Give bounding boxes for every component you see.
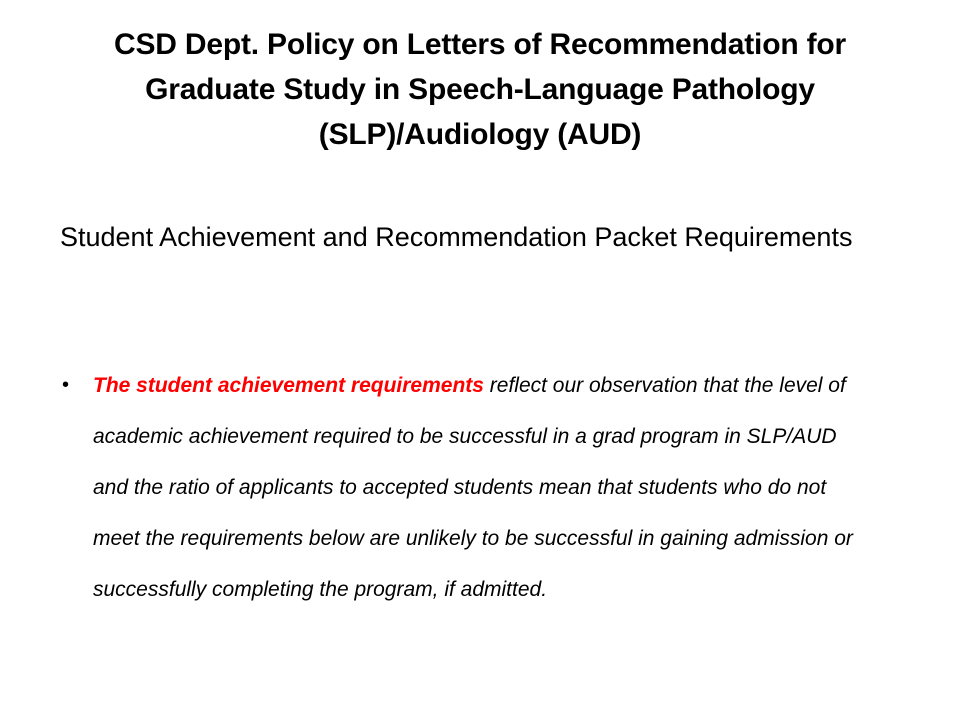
bullet-item (62, 360, 862, 615)
bullet-dot-icon: • (62, 374, 70, 396)
bullet-text (93, 360, 868, 615)
bullet-body-text: reflect our observation that the level of academic achievement required to be successful in a grad program in SLP/AUD and the ratio of applicants to accepted students mean that students who do not meet the requirements below are unlikely to be successful in gaining admission or successfully completing the program, if admitted. (93, 374, 853, 601)
slide-subtitle: Student Achievement and Recommendation Packet Requirements (60, 222, 853, 252)
bullet-lead-text: The student achievement requirements (93, 374, 484, 397)
slide-title: CSD Dept. Policy on Letters of Recommendation for Graduate Study in Speech-Language Pathology (SLP)/Audiology (AUD) (114, 28, 846, 151)
